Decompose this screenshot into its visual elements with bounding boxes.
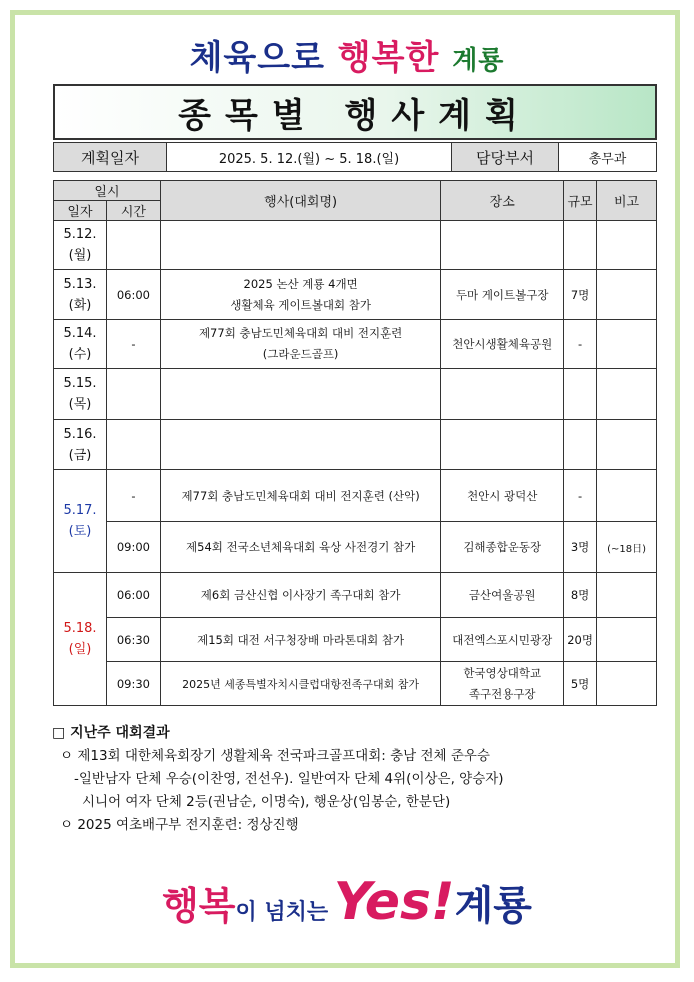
event-cell xyxy=(160,369,440,420)
table-row xyxy=(54,320,657,369)
footer-slogan-part-1: 행복 xyxy=(162,884,236,928)
note-cell xyxy=(597,320,657,369)
header-place: 장소 xyxy=(441,181,564,221)
slogan-part-1: 체육으로 xyxy=(189,38,325,78)
note-cell xyxy=(597,270,657,320)
place-line-1: 한국영상대학교 xyxy=(463,665,542,680)
page-title: 종목별 행사계획 xyxy=(178,95,532,136)
results-heading: □ 지난주 대회결과 xyxy=(52,725,170,741)
weekday: (토) xyxy=(68,524,92,539)
event-cell: 제77회 충남도민체육대회 대비 전지훈련 (산악) xyxy=(160,470,440,522)
table-row xyxy=(54,270,657,320)
table-row xyxy=(54,221,657,270)
date: 5.13. xyxy=(63,276,97,292)
header-scale: 규모 xyxy=(564,181,597,221)
scale-cell xyxy=(564,369,597,420)
footer-slogan xyxy=(0,872,694,932)
header-date: 일자 xyxy=(54,201,107,221)
event-cell: 제15회 대전 서구청장배 마라톤대회 참가 xyxy=(160,618,440,662)
scale-cell xyxy=(564,420,597,470)
date-cell xyxy=(54,420,107,470)
event-cell xyxy=(160,420,440,470)
slogan-part-2: 행복한 xyxy=(337,38,440,78)
dept-label: 담당부서 xyxy=(452,143,559,172)
note-cell xyxy=(597,662,657,706)
slogan-part-3: 계룡 xyxy=(452,46,505,76)
date: 5.17. xyxy=(63,503,97,518)
date-cell xyxy=(54,221,107,270)
note-cell xyxy=(597,420,657,470)
table-row xyxy=(54,470,657,522)
place-line-2: 족구전용구장 xyxy=(468,686,536,701)
table-row xyxy=(54,662,657,706)
place-cell xyxy=(441,221,564,270)
date-cell xyxy=(54,320,107,369)
scale-cell xyxy=(564,221,597,270)
event-cell: 2025년 세종특별자치시클럽대항전족구대회 참가 xyxy=(160,662,440,706)
scale-cell: 8명 xyxy=(564,573,597,618)
schedule-table xyxy=(53,180,657,706)
event-line-1: 2025 논산 계룡 4개면 xyxy=(243,276,358,291)
event-cell xyxy=(160,320,440,369)
note-cell xyxy=(597,369,657,420)
note-cell: (~18日) xyxy=(597,522,657,573)
note-cell xyxy=(597,221,657,270)
weekday: (목) xyxy=(68,397,92,412)
event-cell xyxy=(160,270,440,320)
event-line-2: 생활체육 게이트볼대회 참가 xyxy=(230,297,371,312)
plan-date: 2025. 5. 12.(월) ~ 5. 18.(일) xyxy=(167,143,452,172)
table-row xyxy=(54,618,657,662)
time-cell: 06:00 xyxy=(106,573,160,618)
scale-cell: 3명 xyxy=(564,522,597,573)
dept-value: 총무과 xyxy=(559,143,657,172)
scale-cell: 20명 xyxy=(564,618,597,662)
weekday: (화) xyxy=(68,297,92,313)
table-row xyxy=(54,420,657,470)
place-cell: 김해종합운동장 xyxy=(441,522,564,573)
table-row xyxy=(54,369,657,420)
results-line: ㅇ 2025 여초배구부 전지훈련: 정상진행 xyxy=(60,817,299,833)
time-cell: - xyxy=(106,470,160,522)
event-line-1: 제77회 충남도민체육대회 대비 전지훈련 xyxy=(198,326,403,340)
title-box xyxy=(53,84,657,140)
last-week-results xyxy=(52,722,652,837)
time-cell: - xyxy=(106,320,160,369)
place-cell xyxy=(441,369,564,420)
time-cell xyxy=(106,420,160,470)
results-line: ㅇ 제13회 대한체육회장기 생활체육 전국파크골프대회: 충남 전체 준우승 xyxy=(60,748,490,764)
date: 5.12. xyxy=(63,227,97,242)
event-cell: 제6회 금산신협 이사장기 족구대회 참가 xyxy=(160,573,440,618)
place-cell: 금산여울공원 xyxy=(441,573,564,618)
time-cell xyxy=(106,221,160,270)
place-cell xyxy=(441,420,564,470)
time-cell: 09:30 xyxy=(106,662,160,706)
time-cell: 09:00 xyxy=(106,522,160,573)
place-cell: 두마 게이트볼구장 xyxy=(441,270,564,320)
event-cell: 제54회 전국소년체육대회 육상 사전경기 참가 xyxy=(160,522,440,573)
footer-slogan-part-3: Yes! xyxy=(333,872,455,932)
weekday: (월) xyxy=(68,248,92,263)
table-row xyxy=(54,522,657,573)
header-time: 시간 xyxy=(106,201,160,221)
date-cell xyxy=(54,470,107,573)
footer-slogan-part-4: 계룡 xyxy=(454,883,532,929)
date-cell xyxy=(54,573,107,706)
place-cell: 천안시 광덕산 xyxy=(441,470,564,522)
place-cell xyxy=(441,662,564,706)
date-cell xyxy=(54,369,107,420)
header-when: 일시 xyxy=(54,181,161,201)
note-cell xyxy=(597,573,657,618)
results-line: 시니어 여자 단체 2등(권남순, 이명숙), 행운상(임봉순, 한분단) xyxy=(82,794,451,810)
event-line-2: (그라운드골프) xyxy=(262,347,339,361)
header-event: 행사(대회명) xyxy=(160,181,440,221)
date: 5.14. xyxy=(63,326,97,341)
plan-info-table xyxy=(53,142,657,172)
scale-cell: 7명 xyxy=(564,270,597,320)
weekday: (수) xyxy=(68,347,92,362)
weekday: (일) xyxy=(68,642,92,657)
table-row xyxy=(54,573,657,618)
event-cell xyxy=(160,221,440,270)
place-cell: 천안시생활체육공원 xyxy=(441,320,564,369)
date: 5.16. xyxy=(63,426,97,442)
scale-cell: 5명 xyxy=(564,662,597,706)
weekday: (금) xyxy=(68,447,92,463)
time-cell xyxy=(106,369,160,420)
date-cell xyxy=(54,270,107,320)
scale-cell: - xyxy=(564,470,597,522)
results-line: -일반남자 단체 우승(이찬영, 전선우). 일반여자 단체 4위(이상은, 양승자) xyxy=(74,771,504,787)
date: 5.15. xyxy=(63,376,97,391)
note-cell xyxy=(597,618,657,662)
plan-date-label: 계획일자 xyxy=(54,143,167,172)
date: 5.18. xyxy=(63,621,97,636)
time-cell: 06:00 xyxy=(106,270,160,320)
place-cell: 대전엑스포시민광장 xyxy=(441,618,564,662)
scale-cell: - xyxy=(564,320,597,369)
note-cell xyxy=(597,470,657,522)
time-cell: 06:30 xyxy=(106,618,160,662)
header-note: 비고 xyxy=(597,181,657,221)
header-slogan xyxy=(0,30,694,79)
footer-slogan-part-2: 이 넘치는 xyxy=(235,900,329,925)
